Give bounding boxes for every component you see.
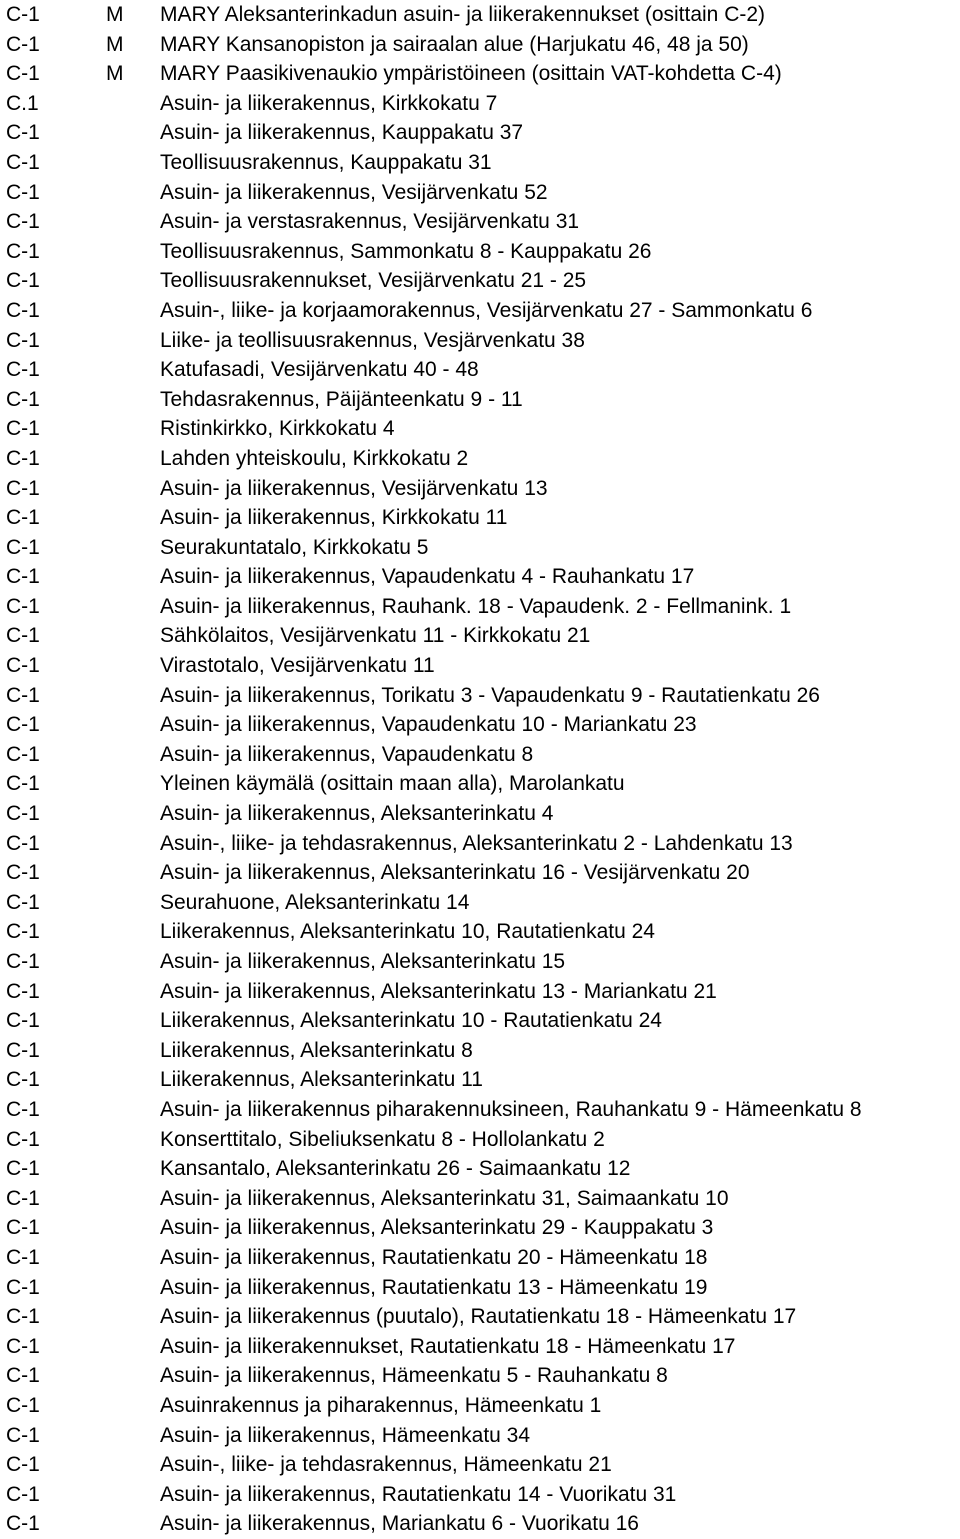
protection-code: C-1 [6, 62, 40, 86]
list-item [0, 1065, 960, 1095]
building-description: Teollisuusrakennus, Kauppakatu 31 [160, 150, 492, 174]
building-description: Liikerakennus, Aleksanterinkatu 10, Rautatienkatu 24 [160, 920, 655, 944]
list-item [0, 533, 960, 563]
list-item [0, 1273, 960, 1303]
building-description: Asuin- ja liikerakennukset, Rautatienkatu 18 - Hämeenkatu 17 [160, 1334, 736, 1358]
protection-code: C-1 [6, 920, 40, 944]
protection-code: C-1 [6, 1423, 40, 1447]
protection-code: C-1 [6, 150, 40, 174]
list-item [0, 1154, 960, 1184]
list-item [0, 651, 960, 681]
building-description: Liikerakennus, Aleksanterinkatu 11 [160, 1068, 483, 1092]
protection-code: C-1 [6, 1186, 40, 1210]
list-item [0, 710, 960, 740]
building-description: Asuin-, liike- ja tehdasrakennus, Hämeenkatu 21 [160, 1453, 612, 1477]
building-description: Seurakuntatalo, Kirkkokatu 5 [160, 535, 429, 559]
building-description: Asuin- ja liikerakennus, Aleksanterinkatu 29 - Kauppakatu 3 [160, 1216, 714, 1240]
list-item [0, 1184, 960, 1214]
protection-code: C-1 [6, 624, 40, 648]
building-description: Seurahuone, Aleksanterinkatu 14 [160, 890, 470, 914]
building-description: Asuin- ja liikerakennus, Vesijärvenkatu 52 [160, 180, 548, 204]
building-description: Asuin- ja liikerakennus, Aleksanterinkatu 4 [160, 802, 554, 826]
protection-code: C-1 [6, 387, 40, 411]
list-item [0, 266, 960, 296]
building-description: Asuin- ja liikerakennus, Rautatienkatu 20 - Hämeenkatu 18 [160, 1245, 708, 1269]
protection-code: C-1 [6, 831, 40, 855]
protection-code: C-1 [6, 358, 40, 382]
protection-code: C.1 [6, 91, 39, 115]
list-item [0, 296, 960, 326]
building-description: Asuin- ja liikerakennus, Rauhank. 18 - Vapaudenk. 2 - Fellmanink. 1 [160, 594, 792, 618]
protection-code: C-1 [6, 506, 40, 530]
protection-code: C-1 [6, 1305, 40, 1329]
list-item [0, 355, 960, 385]
building-description: Kansantalo, Aleksanterinkatu 26 - Saimaankatu 12 [160, 1157, 631, 1181]
building-description: Asuin-, liike- ja korjaamorakennus, Vesijärvenkatu 27 - Sammonkatu 6 [160, 298, 813, 322]
building-description: Katufasadi, Vesijärvenkatu 40 - 48 [160, 358, 479, 382]
list-item [0, 178, 960, 208]
protection-code: C-1 [6, 1512, 40, 1536]
building-description: Asuin- ja liikerakennus, Kirkkokatu 7 [160, 91, 498, 115]
list-item [0, 1480, 960, 1510]
building-description: Yleinen käymälä (osittain maan alla), Marolankatu [160, 772, 625, 796]
list-item [0, 30, 960, 60]
list-item [0, 1243, 960, 1273]
list-item [0, 621, 960, 651]
building-description: Teollisuusrakennukset, Vesijärvenkatu 21 - 25 [160, 269, 587, 293]
protection-code: C-1 [6, 950, 40, 973]
protection-code: C-1 [6, 476, 40, 500]
list-item [0, 207, 960, 237]
protection-code: C-1 [6, 1157, 40, 1181]
building-description: Asuin- ja liikerakennus, Kirkkokatu 11 [160, 506, 508, 530]
building-description: Asuin- ja liikerakennus, Hämeenkatu 34 [160, 1423, 531, 1447]
list-item [0, 1332, 960, 1362]
protection-code: C-1 [6, 1482, 40, 1506]
protection-code: C-1 [6, 742, 40, 766]
building-description: MARY Paasikivenaukio ympäristöineen (osittain VAT-kohdetta C-4) [160, 62, 782, 86]
building-description: Asuin- ja liikerakennus, Vesijärvenkatu 13 [160, 476, 548, 500]
building-description: Asuin- ja liikerakennus, Torikatu 3 - Vapaudenkatu 9 - Rautatienkatu 26 [160, 683, 820, 707]
building-description: Asuin- ja liikerakennus, Hämeenkatu 5 - Rauhankatu 8 [160, 1364, 668, 1388]
list-item [0, 592, 960, 622]
list-item [0, 1361, 960, 1391]
list-item [0, 385, 960, 415]
list-item [0, 562, 960, 592]
building-description: Asuin- ja liikerakennus (puutalo), Rautatienkatu 18 - Hämeenkatu 17 [160, 1305, 797, 1329]
protection-code: C-1 [6, 772, 40, 796]
protection-code: C-1 [6, 1097, 40, 1121]
protection-code: C-1 [6, 32, 40, 56]
list-item [0, 1036, 960, 1066]
list-item [0, 326, 960, 356]
building-description: Asuinrakennus ja piharakennus, Hämeenkatu 1 [160, 1393, 602, 1417]
protection-code: C-1 [6, 121, 40, 145]
list-item [0, 1450, 960, 1480]
building-description: MARY Aleksanterinkadun asuin- ja liikerakennukset (osittain C-2) [160, 3, 766, 26]
protection-code: C-1 [6, 3, 40, 26]
protection-code: C-1 [6, 683, 40, 707]
list-item [0, 1421, 960, 1451]
protection-code: C-1 [6, 861, 40, 885]
building-description: Asuin- ja liikerakennus, Mariankatu 6 - Vuorikatu 16 [160, 1512, 639, 1536]
protection-code: C-1 [6, 1334, 40, 1358]
list-item [0, 1095, 960, 1125]
building-description: Asuin- ja liikerakennus piharakennuksineen, Rauhankatu 9 - Hämeenkatu 8 [160, 1097, 862, 1121]
building-description: Asuin- ja liikerakennus, Kauppakatu 37 [160, 121, 524, 145]
building-description: Asuin- ja liikerakennus, Rautatienkatu 14 - Vuorikatu 31 [160, 1482, 677, 1506]
protection-code: C-1 [6, 269, 40, 293]
list-item [0, 799, 960, 829]
protection-code: C-1 [6, 594, 40, 618]
protection-code: C-1 [6, 1068, 40, 1092]
building-description: Asuin- ja liikerakennus, Rautatienkatu 13 - Hämeenkatu 19 [160, 1275, 708, 1299]
protection-code: C-1 [6, 979, 40, 1003]
list-item [0, 148, 960, 178]
protection-code: C-1 [6, 417, 40, 441]
building-description: Virastotalo, Vesijärvenkatu 11 [160, 654, 435, 678]
list-item [0, 0, 960, 30]
list-item [0, 888, 960, 918]
building-description: Liike- ja teollisuusrakennus, Vesjärvenkatu 38 [160, 328, 585, 352]
building-description: Asuin- ja verstasrakennus, Vesijärvenkatu 31 [160, 210, 580, 234]
list-item [0, 503, 960, 533]
protection-code: C-1 [6, 654, 40, 678]
building-description: Asuin- ja liikerakennus, Aleksanterinkatu 13 - Mariankatu 21 [160, 979, 717, 1003]
protection-code: C-1 [6, 1038, 40, 1062]
protection-code: C-1 [6, 446, 40, 470]
protection-code: C-1 [6, 802, 40, 826]
protection-code: C-1 [6, 210, 40, 234]
list-item [0, 1213, 960, 1243]
building-description: Asuin- ja liikerakennus, Aleksanterinkatu 31, Saimaankatu 10 [160, 1186, 729, 1210]
protection-code: C-1 [6, 298, 40, 322]
list-item [0, 858, 960, 888]
building-description: Asuin- ja liikerakennus, Aleksanterinkatu 16 - Vesijärvenkatu 20 [160, 861, 750, 885]
building-description: MARY Kansanopiston ja sairaalan alue (Harjukatu 46, 48 ja 50) [160, 32, 749, 56]
list-item [0, 414, 960, 444]
protection-code: C-1 [6, 890, 40, 914]
list-item [0, 89, 960, 119]
protection-code: C-1 [6, 1216, 40, 1240]
protection-code: C-1 [6, 1393, 40, 1417]
building-description: Asuin- ja liikerakennus, Aleksanterinkatu 15 [160, 950, 566, 973]
protection-code: C-1 [6, 328, 40, 352]
building-description: Liikerakennus, Aleksanterinkatu 10 - Rautatienkatu 24 [160, 1009, 662, 1033]
list-item [0, 474, 960, 504]
list-item [0, 829, 960, 859]
list-item [0, 1125, 960, 1155]
list-item [0, 917, 960, 947]
building-description: Lahden yhteiskoulu, Kirkkokatu 2 [160, 446, 469, 470]
mary-mark: M [106, 32, 124, 56]
building-description: Sähkölaitos, Vesijärvenkatu 11 - Kirkkokatu 21 [160, 624, 591, 648]
protection-code: C-1 [6, 713, 40, 737]
list-item [0, 681, 960, 711]
list-item [0, 769, 960, 799]
protection-code: C-1 [6, 565, 40, 589]
list-item [0, 59, 960, 89]
list-item [0, 1509, 960, 1539]
list-item [0, 1391, 960, 1421]
building-description: Asuin-, liike- ja tehdasrakennus, Aleksanterinkatu 2 - Lahdenkatu 13 [160, 831, 793, 855]
list-item [0, 237, 960, 267]
list-item [0, 1006, 960, 1036]
protection-code: C-1 [6, 180, 40, 204]
building-description: Ristinkirkko, Kirkkokatu 4 [160, 417, 395, 441]
protection-code: C-1 [6, 239, 40, 263]
protection-code: C-1 [6, 1009, 40, 1033]
building-description: Asuin- ja liikerakennus, Vapaudenkatu 4 - Rauhankatu 17 [160, 565, 695, 589]
building-description: Liikerakennus, Aleksanterinkatu 8 [160, 1038, 473, 1062]
list-item [0, 444, 960, 474]
mary-mark: M [106, 3, 124, 26]
protection-code: C-1 [6, 535, 40, 559]
list-item [0, 118, 960, 148]
building-description: Tehdasrakennus, Päijänteenkatu 9 - 11 [160, 387, 523, 411]
protection-code: C-1 [6, 1453, 40, 1477]
protection-code: C-1 [6, 1127, 40, 1151]
protection-code: C-1 [6, 1364, 40, 1388]
protection-code: C-1 [6, 1245, 40, 1269]
mary-mark: M [106, 62, 124, 86]
protection-code: C-1 [6, 1275, 40, 1299]
list-item [0, 740, 960, 770]
list-item [0, 977, 960, 1007]
list-item [0, 947, 960, 977]
list-item [0, 1302, 960, 1332]
building-description: Asuin- ja liikerakennus, Vapaudenkatu 10 - Mariankatu 23 [160, 713, 697, 737]
building-description: Teollisuusrakennus, Sammonkatu 8 - Kauppakatu 26 [160, 239, 652, 263]
building-description: Asuin- ja liikerakennus, Vapaudenkatu 8 [160, 742, 534, 766]
building-description: Konserttitalo, Sibeliuksenkatu 8 - Hollolankatu 2 [160, 1127, 605, 1151]
